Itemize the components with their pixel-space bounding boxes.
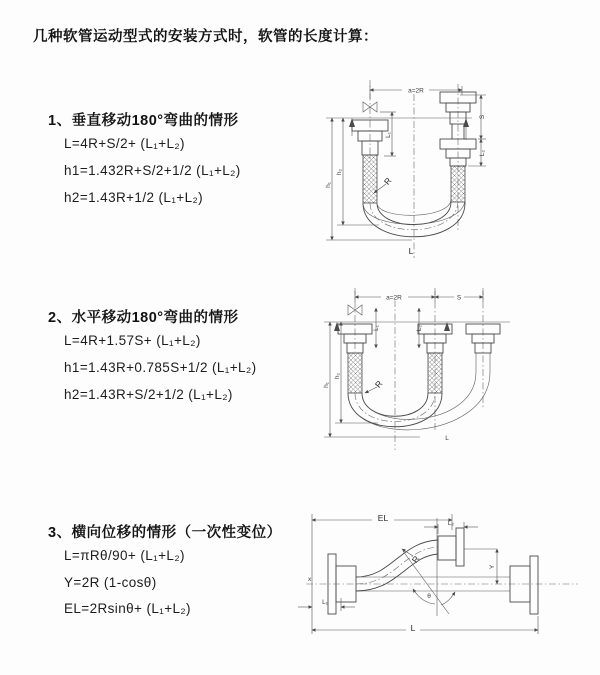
section-3-heading: 3、横向位移的情形（一次性变位） (48, 525, 282, 541)
dim-label-EL: EL (377, 513, 389, 523)
section-1-formula-h1: h1=1.432R+S/2+1/2 (L₁+L₂) (64, 163, 241, 178)
page-title: 几种软管运动型式的安装方式时，软管的长度计算： (33, 29, 378, 45)
dim-label-L: L (408, 246, 414, 256)
dim-label-S: S (479, 114, 486, 120)
diagram-lateral-displacement (300, 500, 600, 645)
dim-effective-length (312, 511, 452, 634)
dim-length (312, 616, 538, 634)
section-1-formula-L: L=4R+S/2+ (L₁+L₂) (64, 136, 185, 151)
dim-label-R: R (372, 378, 385, 390)
hose-u-bend (348, 372, 490, 430)
dim-label-L1: L₁ (322, 599, 328, 606)
dim-span-travel (355, 291, 483, 302)
section-2-formula-h2: h2=1.43R+S/2+1/2 (L₁+L₂) (64, 387, 233, 402)
dim-label-L: L (410, 623, 416, 633)
dim-label-L2: L₂ (447, 520, 455, 527)
position-arrows (349, 118, 469, 140)
section-2-heading: 2、水平移动180°弯曲的情形 (48, 310, 239, 326)
section-1-heading: 1、垂直移动180°弯曲的情形 (48, 113, 239, 129)
centerlines (370, 80, 458, 258)
dim-label-R: R (409, 553, 422, 565)
diagram-vertical-180-bend (315, 76, 600, 262)
dim-label-L: L (445, 435, 449, 442)
position-arrows (334, 322, 450, 331)
section-3-formula-Y: Y=2R (1-cosθ) (64, 575, 157, 590)
angle-construction (403, 518, 455, 616)
dim-label-span: a=2R (386, 294, 402, 302)
radius-callout (402, 549, 421, 565)
dim-label-L2: L₂ (479, 149, 486, 157)
dim-fittings (373, 308, 423, 348)
dim-label-h2: h₂ (334, 372, 341, 380)
dim-label-R: R (381, 175, 394, 187)
dim-label-h1: h₁ (325, 182, 332, 188)
section-2-formula-L: L=4R+1.57S+ (L₁+L₂) (64, 333, 201, 348)
dim-label-theta: θ (427, 593, 431, 600)
section-2-formula-h1: h1=1.43R+0.785S+1/2 (L₁+L₂) (64, 360, 257, 375)
dim-label-L1: L₁ (385, 132, 392, 138)
dim-label-L2: L₂ (416, 324, 423, 332)
dim-label-h1: h₁ (323, 382, 330, 388)
section-3-formula-L: L=πRθ/90+ (L₁+L₂) (64, 548, 185, 563)
left-braid-section (363, 155, 377, 203)
section-1-formula-h2: h2=1.43R+1/2 (L₁+L₂) (64, 190, 204, 205)
radius-callout (365, 379, 385, 393)
dim-label-L1: L₁ (373, 325, 380, 331)
dim-right-fitting (424, 520, 478, 534)
dim-label-span: a=2R (408, 87, 424, 95)
axis-mark: x (308, 576, 312, 583)
dim-label-S: S (456, 294, 462, 302)
dim-label-h2: h₂ (336, 168, 343, 176)
left-braid-section (348, 353, 362, 393)
middle-braid-section (428, 353, 442, 393)
diagram-horizontal-180-bend (312, 283, 600, 455)
dim-offset (464, 549, 497, 584)
section-3-formula-EL: EL=2Rsinθ+ (L₁+L₂) (64, 601, 191, 616)
dim-label-Y: Y (489, 564, 496, 570)
dim-left-fitting (298, 598, 355, 611)
dim-heights (323, 322, 420, 437)
right-braid-section (451, 166, 465, 202)
